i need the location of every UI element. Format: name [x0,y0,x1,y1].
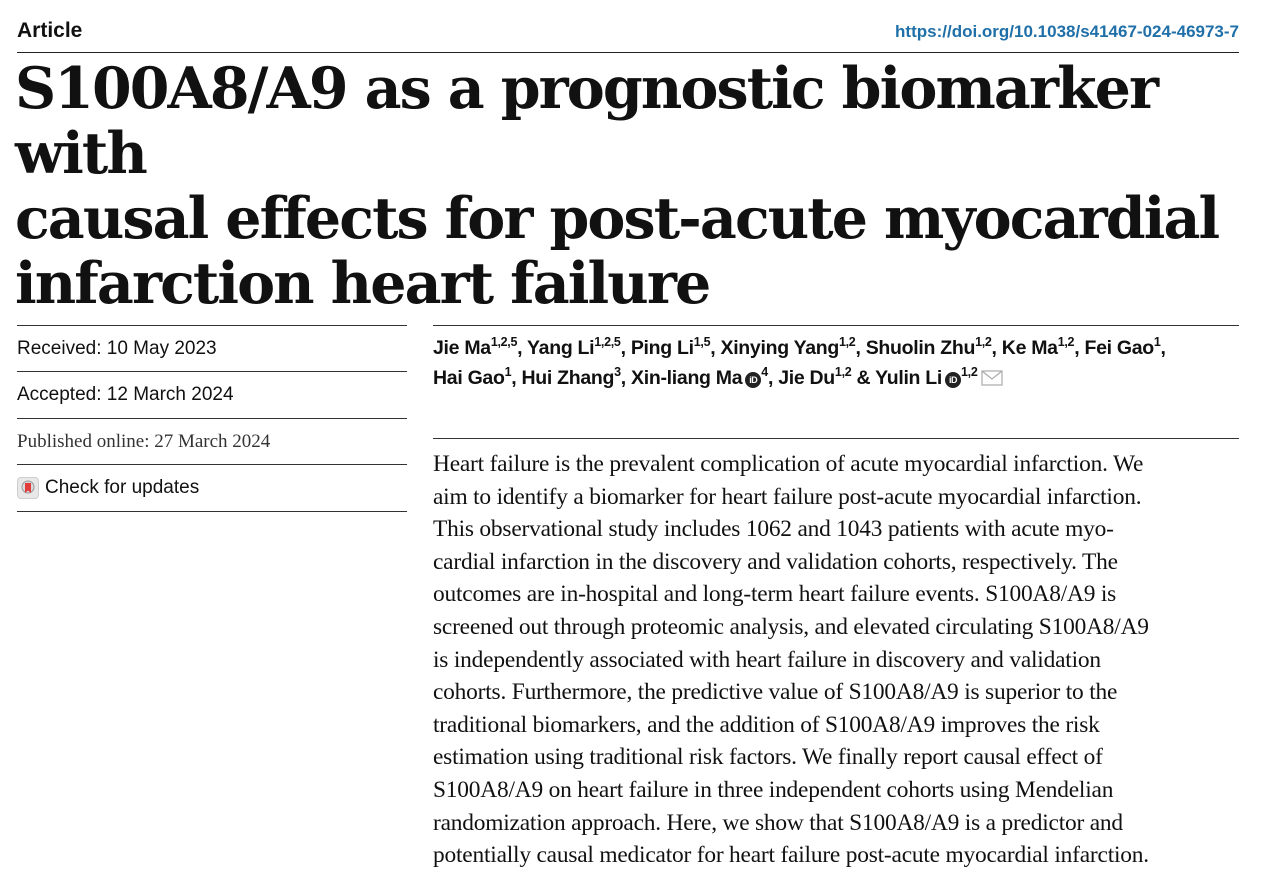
author-name[interactable]: Xin-liang Ma [631,367,743,389]
email-icon[interactable] [981,370,1003,386]
received-date: Received: 10 May 2023 [17,338,217,359]
abstract-line: aim to identify a biomarker for heart failure post-acute myocardial infarction. [433,483,1142,510]
author-item [778,367,875,389]
abstract-line: potentially causal medicator for heart failure post-acute myocardial infarction. [433,842,1149,869]
abstract-line: Heart failure is the prevalent complication of acute myocardial infarction. We [433,451,1144,477]
abstract-line: estimation using traditional risk factors. We finally report causal effect of [433,744,1103,771]
abstract-line: This observational study includes 1062 and 1043 patients with acute myo- [433,516,1114,543]
author-affiliation: 1,2 [1057,335,1075,349]
author-separator: , [620,367,632,389]
sidebar-divider [17,511,407,512]
abstract-line: traditional biomarkers, and the addition of S100A8/A9 improves the risk [433,711,1100,738]
article-header [17,14,1239,54]
author-item [866,337,1002,359]
author-affiliation: 1,2,5 [594,335,621,349]
author-affiliation: 1,2 [975,335,992,349]
author-name[interactable]: Hui Zhang [521,367,615,389]
author-affiliation: 1,5 [693,335,711,349]
author-item [433,337,527,359]
author-separator: , [855,337,866,359]
author-separator: , [517,337,528,359]
abstract [433,448,1241,872]
author-list [433,333,1245,393]
author-separator: , [1160,337,1166,359]
author-affiliation: 1 [504,365,512,379]
author-name[interactable]: Hai Gao [433,367,505,389]
author-name[interactable]: Jie Du [778,367,835,389]
author-affiliation: 1,2,5 [490,335,518,349]
author-item [1002,337,1085,359]
author-separator: , [991,337,1002,359]
accepted-date: Accepted: 12 March 2024 [17,384,234,405]
author-item [720,337,865,359]
author-separator: , [710,337,721,359]
author-name[interactable]: Jie Ma [433,337,491,359]
abstract-line: S100A8/A9 on heart failure in three independent cohorts using Mendelian [433,776,1114,803]
author-separator: , [767,367,779,389]
author-affiliation: 1 [1153,335,1161,349]
sidebar-divider [17,418,407,419]
abstract-line: cohorts. Furthermore, the predictive value of S100A8/A9 is superior to the [433,679,1118,706]
author-item [433,367,522,389]
abstract-line: screened out through proteomic analysis, and elevated circulating S100A8/A9 [433,613,1149,640]
author-name[interactable]: Yang Li [527,337,595,359]
article-type-label: Article [17,19,83,42]
abstract-divider [433,438,1239,439]
author-separator: , [511,367,522,389]
author-name[interactable]: Xinying Yang [720,337,839,359]
doi-link[interactable]: https://doi.org/10.1038/s41467-024-46973-7 [895,22,1239,41]
published-date: Published online: 27 March 2024 [17,431,271,452]
orcid-icon[interactable]: iD [745,372,761,388]
author-name[interactable]: Shuolin Zhu [865,337,976,359]
author-item [527,337,631,359]
sidebar-divider [17,325,407,326]
author-affiliation: 3 [614,365,621,379]
crossmark-icon [17,477,39,499]
check-for-updates-button[interactable] [17,475,199,501]
abstract-line: cardial infarction in the discovery and validation cohorts, respectively. The [433,548,1118,575]
author-name[interactable]: Yulin Li [875,367,943,389]
sidebar-divider [17,371,407,372]
author-separator: & [851,367,876,389]
author-item [1084,337,1165,359]
title-line-2: causal effects for post-acute myocardial [15,185,1219,252]
check-for-updates-label: Check for updates [45,477,200,498]
header-divider [17,52,1239,53]
title-line-1: S100A8/A9 as a prognostic biomarker with [15,55,1158,187]
sidebar-divider [17,464,407,465]
author-separator: , [620,337,631,359]
author-separator: , [1074,337,1085,359]
abstract-line: outcomes are in-hospital and long-term heart failure events. S100A8/A9 is [433,581,1117,608]
author-item [522,367,632,389]
author-name[interactable]: Ping Li [630,337,694,359]
article-title [15,56,1250,316]
author-name[interactable]: Fei Gao [1084,337,1154,359]
orcid-icon[interactable]: iD [945,372,961,388]
author-affiliation: 1,2 [961,365,978,379]
author-affiliation: 4 [761,365,768,379]
abstract-line: randomization approach. Here, we show that S100A8/A9 is a predictor and [433,809,1123,836]
author-item [631,367,778,389]
abstract-line: is independently associated with heart failure in discovery and validation [433,646,1101,673]
author-affiliation: 1,2 [838,335,856,349]
author-affiliation: 1,2 [834,365,852,379]
author-item [631,337,721,359]
authors-top-divider [433,325,1239,326]
title-line-3: infarction heart failure [15,250,710,317]
author-item [875,367,1002,389]
author-name[interactable]: Ke Ma [1001,337,1058,359]
